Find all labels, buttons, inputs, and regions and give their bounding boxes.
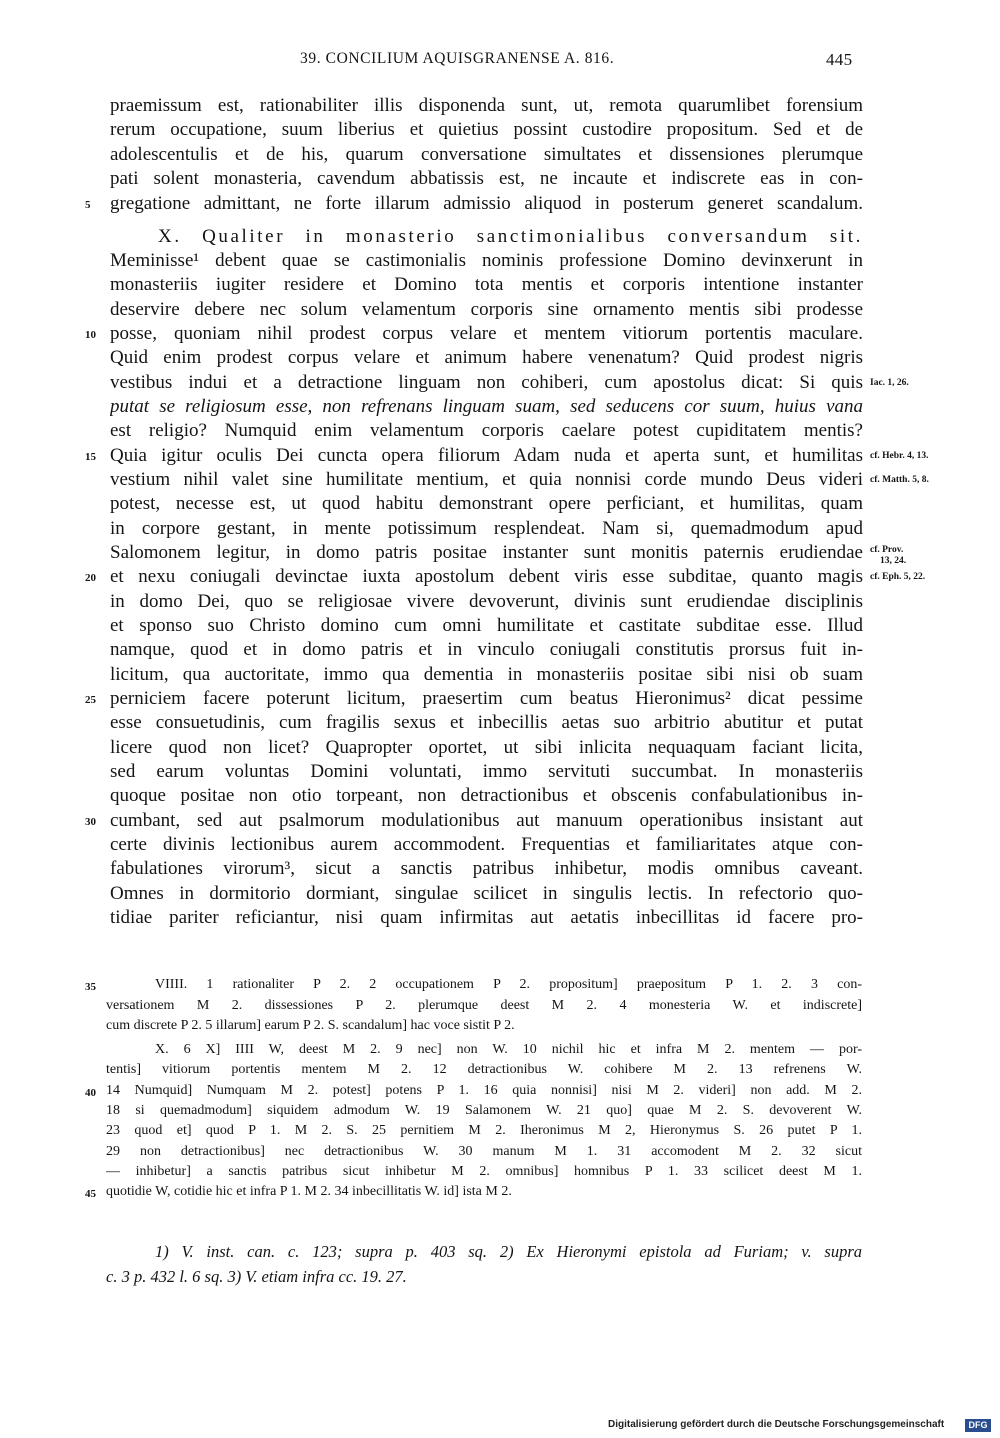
apparatus-line-number: 40 <box>85 1087 96 1099</box>
text-line: perniciem facere poterunt licitum, praesertim cum beatus Hieronimus² dicat pessime <box>110 688 863 709</box>
text-line: rerum occupatione, suum liberius et quietius possint custodire propositum. Sed et de <box>110 119 863 140</box>
apparatus-line: versationem M 2. dissessiones P 2. plerumque deest M 2. 4 monesteria W. et indiscrete] <box>106 998 862 1013</box>
footnote-line: 1) V. inst. can. c. 123; supra p. 403 sq. 2) Ex Hieronymi epistola ad Furiam; v. supra <box>155 1242 862 1261</box>
margin-note: cf. Prov. <box>870 545 904 555</box>
text-line: in corpore gestant, in mente potissimum resplendeat. Nam si, quemadmodum apud <box>110 518 863 539</box>
margin-note: cf. Eph. 5, 22. <box>870 572 926 582</box>
text-line: certe divinis lectionibus aurem accommodent. Frequentias et familiaritates atque con- <box>110 834 863 855</box>
margin-note: 13, 24. <box>880 556 907 566</box>
text-line: esse consuetudinis, cum fragilis sexus et inbecillis aetas suo arbitrio abutitur et putat <box>110 712 863 733</box>
text-line: et sponso suo Christo domino cum omni humilitate et castitate subditae esse. Illud <box>110 615 863 636</box>
margin-note: cf. Matth. 5, 8. <box>870 475 929 485</box>
apparatus-line-number: 45 <box>85 1188 96 1200</box>
text-line: cumbant, sed aut psalmorum modulationibus aut manuum operationibus insistant aut <box>110 810 863 831</box>
text-line: Meminisse¹ debent quae se castimonialis nominis professione Domino devinxerunt in <box>110 250 863 271</box>
dfg-logo: DFG <box>965 1419 991 1432</box>
text-line: Quia igitur oculis Dei cuncta opera filiorum Adam nuda et aperta sunt, et humilitas <box>110 445 863 466</box>
apparatus-line: 14 Numquid] Numquam M 2. potest] potens P 1. 16 quia nonnisi] nisi M 2. videri] non add. M 2. <box>106 1083 862 1098</box>
line-number: 15 <box>85 451 96 463</box>
text-line: praemissum est, rationabiliter illis disponenda sunt, ut, remota quarumlibet forensium <box>110 95 863 116</box>
text-line: Quid enim prodest corpus velare et animum habere venenatum? Quid prodest nigris <box>110 347 863 368</box>
text-line: putat se religiosum esse, non refrenans linguam suam, sed seducens cor suum, huius vana <box>110 396 863 417</box>
running-header: 39. CONCILIUM AQUISGRANENSE A. 816. <box>300 50 615 67</box>
apparatus-line: 18 si quemadmodum] siquidem admodum W. 19 Salamonem W. 21 quo] quae M 2. S. devoverent W. <box>106 1103 862 1118</box>
text-line: deservire debere nec solum velamentum corporis sine ornamento mentis sibi prodesse <box>110 299 863 320</box>
footnote-line: c. 3 p. 432 l. 6 sq. 3) V. etiam infra cc. 19. 27. <box>106 1267 407 1286</box>
apparatus-line: tentis] vitiorum portentis mentem M 2. 12 detractionibus W. cohibere M 2. 13 refrenens W. <box>106 1062 862 1077</box>
text-line: tidiae pariter reficiantur, nisi quam infirmitas aut aetatis inbecillitas id facere pro- <box>110 907 863 928</box>
apparatus-line: 23 quod et] quod P 1. M 2. S. 25 pernitiem M 2. Iheronimus M 2, Hieronymus S. 26 putet P 1. <box>106 1123 862 1138</box>
text-line: sed earum voluntas Domini voluntati, immo servituti succumbat. In monasteriis <box>110 761 863 782</box>
text-line: adolescentulis et de his, quarum conversatione simultates et dissensiones plerumque <box>110 144 863 165</box>
line-number: 10 <box>85 329 96 341</box>
text-line: monasteriis iugiter residere et Domino tota mentis et corporis intentione instanter <box>110 274 863 295</box>
text-line: namque, quod et in domo patris et in vinculo coniugali constitutis prorsus fuit in- <box>110 639 863 660</box>
apparatus-line: X. 6 X] IIII W, deest M 2. 9 nec] non W. 10 nichil hic et infra M 2. mentem — por- <box>155 1042 862 1057</box>
text-line: et nexu coniugali devinctae iuxta apostolum debent viris esse subditae, quanto magis <box>110 566 863 587</box>
apparatus-line: 29 non detractionibus] nec detractionibus W. 30 manum M 1. 31 accomodent M 2. 32 sicut <box>106 1144 862 1159</box>
text-line: Omnes in dormitorio dormiant, singulae scilicet in singulis lectis. In refectorio quo- <box>110 883 863 904</box>
text-line: pati solent monasteria, cavendum abbatissis est, ne incaute et indiscrete eas in con- <box>110 168 863 189</box>
apparatus-line: VIIII. 1 rationaliter P 2. 2 occupationem P 2. propositum] praepositum P 1. 2. 3 con- <box>155 977 862 992</box>
text-line: fabulationes virorum³, sicut a sanctis patribus inhibetur, modis omnibus caveant. <box>110 858 863 879</box>
text-line: gregatione admittant, ne forte illarum admissio aliquod in posterum generet scandalum. <box>110 193 863 214</box>
margin-note: Iac. 1, 26. <box>870 378 909 388</box>
chapter-heading: X. Qualiter in monasterio sanctimonialibus conversandum sit. <box>158 226 863 247</box>
digitization-credit: Digitalisierung gefördert durch die Deutsche Forschungsgemeinschaft <box>608 1419 945 1430</box>
page-number: 445 <box>826 50 853 69</box>
text-line: quoque positae non otio torpeant, non detractionibus et obscenis confabulationibus in- <box>110 785 863 806</box>
text-line: licitum, qua auctoritate, immo qua dementia in monasteriis positae sibi nisi ob suam <box>110 664 863 685</box>
text-line: licere quod non licet? Quapropter oportet, ut sibi inlicita nequaquam faciant licita, <box>110 737 863 758</box>
text-line: est religio? Numquid enim velamentum corporis caelare potest cupiditatem mentis? <box>110 420 863 441</box>
apparatus-line: — inhibetur] a sanctis patribus sicut inhibetur M 2. omnibus] homnibus P 1. 33 scilicet deest M 1. <box>106 1164 862 1179</box>
line-number: 30 <box>85 816 96 828</box>
apparatus-line: quotidie W, cotidie hic et infra P 1. M 2. 34 inbecillitatis W. id] ista M 2. <box>106 1184 512 1199</box>
line-number: 20 <box>85 572 96 584</box>
text-line: potest, necesse est, ut quod habitu demonstrant opere perficiant, et humilitas, quam <box>110 493 863 514</box>
apparatus-line: cum discrete P 2. 5 illarum] earum P 2. S. scandalum] hac voce sistit P 2. <box>106 1018 515 1033</box>
text-line: in domo Dei, quo se religiosae vivere devoverunt, divinis sunt erudiendae disciplinis <box>110 591 863 612</box>
text-line: posse, quoniam nihil prodest corpus velare et mentem vitiorum portentis maculare. <box>110 323 863 344</box>
line-number: 25 <box>85 694 96 706</box>
text-line: vestibus indui et a detractione linguam non cohiberi, cum apostolus dicat: Si quis <box>110 372 863 393</box>
apparatus-line-number: 35 <box>85 981 96 993</box>
text-line: Salomonem legitur, in domo patris positae instanter sunt monitis paternis erudiendae <box>110 542 863 563</box>
margin-note: cf. Hebr. 4, 13. <box>870 451 929 461</box>
text-line: vestium nihil valet sine humilitate mentium, et quia nonnisi corde mundo Deus videri <box>110 469 863 490</box>
line-number: 5 <box>85 199 91 211</box>
